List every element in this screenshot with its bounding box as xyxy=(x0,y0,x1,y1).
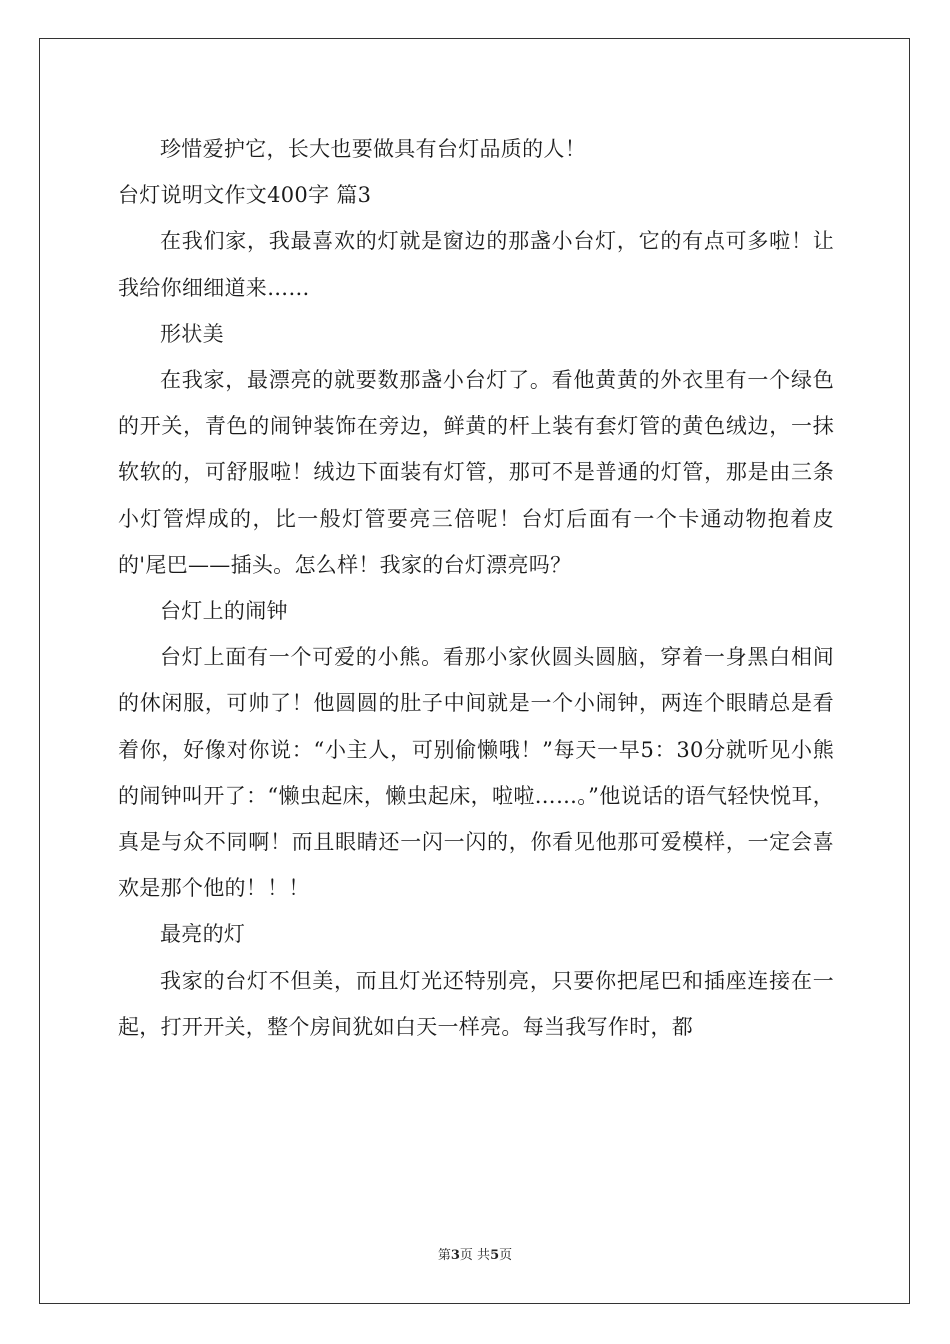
page-footer xyxy=(0,1247,950,1265)
paragraph: 在我家，最漂亮的就要数那盏小台灯了。看他黄黄的外衣里有一个绿色的开关，青色的闹钟装饰在旁边，鲜黄的杆上装有套灯管的黄色绒边，一抹软软的，可舒服啦！绒边下面装有灯管，那可不是普通的灯管，那是由三条小灯管焊成的，比一般灯管要亮三倍呢！台灯后面有一个卡通动物抱着皮的'尾巴——插头。怎么样！我家的台灯漂亮吗？ xyxy=(118,368,834,577)
paragraph: 台灯上面有一个可爱的小熊。看那小家伙圆头圆脑，穿着一身黑白相间的休闲服，可帅了！他圆圆的肚子中间就是一个小闹钟，两连个眼睛总是看着你，好像对你说：“小主人，可别偷懒哦！”每天一早5：30分就听见小熊的闹钟叫开了：“懒虫起床，懒虫起床，啦啦……。”他说话的语气轻快悦耳，真是与众不同啊！而且眼睛还一闪一闪的，你看见他那可爱模样，一定会喜欢是那个他的！！！ xyxy=(118,645,834,901)
paragraph: 珍惜爱护它，长大也要做具有台灯品质的人！ xyxy=(160,137,586,161)
footer-page-number: 3 xyxy=(450,1248,460,1263)
footer-suffix: 页 xyxy=(499,1248,513,1263)
subheading: 最亮的灯 xyxy=(160,922,246,947)
section-heading: 台灯说明文作文400字 篇3 xyxy=(118,183,372,208)
subheading: 形状美 xyxy=(160,321,224,346)
footer-prefix: 第 xyxy=(437,1248,451,1263)
footer-total-pages: 5 xyxy=(490,1248,500,1263)
document-body xyxy=(118,126,834,1050)
footer-middle: 页 共 xyxy=(459,1248,491,1263)
subheading: 台灯上的闹钟 xyxy=(160,599,288,624)
paragraph: 在我们家，我最喜欢的灯就是窗边的那盏小台灯，它的有点可多啦！让我给你细细道来…… xyxy=(118,229,834,300)
paragraph: 我家的台灯不但美，而且灯光还特别亮，只要你把尾巴和插座连接在一起，打开开关，整个房间犹如白天一样亮。每当我写作时，都 xyxy=(118,968,834,1039)
